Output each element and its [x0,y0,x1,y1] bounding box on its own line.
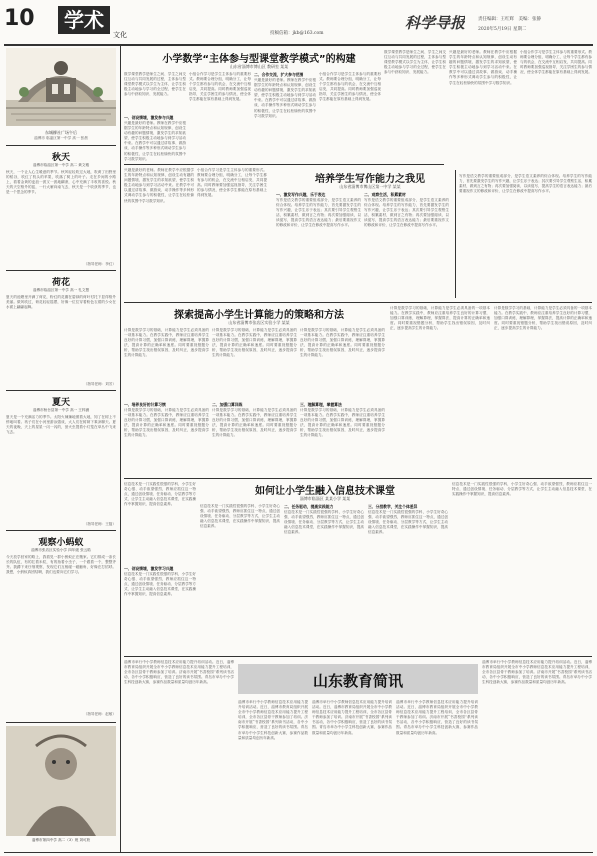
poem-title: 观察小蚂蚁 [38,538,84,548]
article-body: 计算是数学学习的基础，计算能力是学生必须具备的一项基本能力。在教学实践中，教师应注重培养学生良好的计算习惯，加强口算训练，理解算理，掌握算法，提高计算的正确率和速度。同时要重视错题分析，帮助学生找出错误原因，及时纠正，逐步提高学生的计算能力。 [124,328,209,358]
poem-end: （指导老师：赵敏） [83,712,116,716]
news-body: 淄博市举行中小学教师信息技术应用能力提升培训活动。近日，淄博市教育局组织开展全市中小学教师信息技术应用能力提升工程培训，全市各区县骨干教师参加了培训。济南市开展“书香校园”系列读书活动，各中小学积极响应，营造了良好的读书氛围。青岛市举办中小学生科技创新大赛，参赛作品数量和质量均创历年新高。 [482,660,592,685]
masthead-logo: 科学导报 [405,14,466,32]
poem-end: （指导老师：刘芳） [83,382,116,386]
poem-body: 夏天是一个充满活力的季节。太阳火辣辣地照着大地，知了在树上不停地叫着。孩子们在小河里游泳嬉戏，大人们在树荫下乘凉聊天。夏天的夜晚，天上的星星一闪一闪的，萤火虫提着小灯笼在草丛中飞来飞去。 [6,415,116,435]
poem-author: 淄博市临淄区第一中学 高一 孔文慧 [32,288,90,292]
article-body: 信息技术是一门实践性很强的学科，小学生好奇心强、动手欲望强烈，教师应抓住这一特点，通过创设情境、任务驱动、分层教学等方式，让学生主动融入信息技术课堂，在实践操作中掌握知识，提高信息素养。 [124,482,196,507]
article-body: 计算是数学学习的基础，计算能力是学生必须具备的一项基本能力。在教学实践中，教师应注重培养学生良好的计算习惯，加强口算训练，理解算理，掌握算法，提高计算的正确率和速度。同时要重视错题分析，帮助学生找出错误原因，及时纠正，逐步提高学生的计算能力。 [300,328,385,358]
article-title: 小学数学“主体参与型课堂教学模式”的构建 [162,54,356,65]
section-divider [124,302,592,303]
article-heading: 一、创设情境，激发参与兴趣 [124,115,174,120]
editor-line: 责任编辑：王红辉 美编：张静 [478,17,541,22]
article-body: 写作是语文教学的重要组成部分，是学生语文素养的综合体现。培养学生的写作能力，首先要激发学生的写作兴趣，让学生乐于表达；其次要引导学生观察生活，积累素材，做到言之有物；再次要加强阅读，以读促写，提高学生的语言表达能力；最后要重视作文的修改和评价，让学生在修改中提高写作水平。 [459,174,592,194]
article-body: 兴趣是最好的老师。教师在教学中应根据学生的年龄特点和认知规律，创设生动有趣的问题情境，激发学生的求知欲望，使学生积极主动地参与到学习活动中来。在教学中可以通过讲故事、做游戏、动手操作等多种形式调动学生参与的积极性，让学生在轻松愉快的氛围中学习数学知识。 [124,168,194,203]
article-heading: 二、加强口算训练 [212,402,243,407]
column-rule [455,170,456,298]
article-heading: 三、理解算理，掌握算法 [300,402,342,407]
article-body: 写作是语文教学的重要组成部分，是学生语文素养的综合体现。培养学生的写作能力，首先要激发学生的写作兴趣，让学生乐于表达；其次要引导学生观察生活，积累素材，做到言之有物；再次要加强阅读，以读促写，提高学生的语言表达能力；最后要重视作文的修改和评价，让学生在修改中提高写作水平。 [276,198,361,228]
article-body: 计算是数学学习的基础，计算能力是学生必须具备的一项基本能力。在教学实践中，教师应注重培养学生良好的计算习惯，加强口算训练，理解算理，掌握算法，提高计算的正确率和速度。同时要重视错题分析，帮助学生找出错误原因，及时纠正，逐步提高学生的计算能力。 [390,306,490,331]
article-body: 兴趣是最好的老师。教师在教学中应根据学生的年龄特点和认知规律，创设生动有趣的问题情境，激发学生的求知欲望，使学生积极主动地参与到学习活动中来。在教学中可以通过讲故事、做游戏、动手操作等多种形式调动学生参与的积极性，让学生在轻松愉快的氛围中学习数学知识。 [254,78,316,118]
poem-body: 秋天，一个让人心生暖意的季节。秋风轻轻吹过大地，吹黄了田野里的稻谷，吹红了枝头的苹果，吹落了树上的叶子。走在乡间的小路上，看着金黄的麦浪一波又一波地翻滚，心中充满了丰收的喜悦。秋天的天空格外的蓝，一行大雁向南飞去，秋天是一个收获的季节，也是一个思念的季节。 [6,170,116,195]
left-divider [6,145,116,146]
article-title: 培养学生写作能力之我见 [315,174,425,185]
news-body: 淄博市举行中小学教师信息技术应用能力提升培训活动。近日，淄博市教育局组织开展全市中小学教师信息技术应用能力提升工程培训，全市各区县骨干教师参加了培训。济南市开展“书香校园”系列读书活动，各中小学积极响应，营造了良好的读书氛围。青岛市举办中小学生科技创新大赛，参赛作品数量和质量均创历年新高。 [396,700,478,735]
news-body: 淄博市举行中小学教师信息技术应用能力提升培训活动。近日，淄博市教育局组织开展全市中小学教师信息技术应用能力提升工程培训，全市各区县骨干教师参加了培训。济南市开展“书香校园”系列读书活动，各中小学积极响应，营造了良好的读书氛围。青岛市举办中小学生科技创新大赛，参赛作品数量和质量均创历年新高。 [124,660,234,685]
poem-author: 淄博市临淄区第一中学 高二 黄文雅 [32,163,90,167]
article-author: 山东省淄博市张店区实验小学 某某 [228,320,290,325]
article-title: 如何让小学生融入信息技术课堂 [255,486,395,497]
section-label: 学术 [58,6,110,34]
news-title-band [238,664,478,694]
left-divider [6,530,116,531]
left-divider [6,390,116,391]
page-number: 10 [4,6,35,31]
left-column-rule [120,46,121,852]
photo-caption: 淄博市第四中学 高二（3）班 刘可欣 [31,838,91,842]
article-body: 小组合作学习是学生主体参与的重要形式。教师要合理分组，明确分工，让每个学生都有参与的机会，在交流中互相启发，共同提高。同时教师要加强巡视指导，关注学困生的参与情况，使全体学生都能在原有基础上得到发展。 [189,72,251,102]
article-body: 计算是数学学习的基础，计算能力是学生必须具备的一项基本能力。在教学实践中，教师应注重培养学生良好的计算习惯，加强口算训练，理解算理，掌握算法，提高计算的正确率和速度。同时要重视错题分析，帮助学生找出错误原因，及时纠正，逐步提高学生的计算能力。 [124,408,209,438]
article-heading: 二、观察生活，积累素材 [364,192,406,197]
article-body: 小组合作学习是学生主体参与的重要形式。教师要合理分组，明确分工，让每个学生都有参与的机会，在交流中互相启发，共同提高。同时教师要加强巡视指导，关注学困生的参与情况，使全体学生都能在原有基础上得到发展。 [197,168,267,198]
poem-end: （指导老师：王磊） [83,522,116,526]
article-heading: 一、培养良好的计算习惯 [124,402,166,407]
article-body: 计算是数学学习的基础，计算能力是学生必须具备的一项基本能力。在教学实践中，教师应注重培养学生良好的计算习惯，加强口算训练，理解算理，掌握算法，提高计算的正确率和速度。同时要重视错题分析，帮助学生找出错误原因，及时纠正，逐步提高学生的计算能力。 [494,306,592,331]
article-body: 小组合作学习是学生主体参与的重要形式。教师要合理分组，明确分工，让每个学生都有参与的机会，在交流中互相启发，共同提高。同时教师要加强巡视指导，关注学困生的参与情况，使全体学生都能在原有基础上得到发展。 [319,72,381,102]
poem-author: 淄博市张店区实验小学 四年级 张云皓 [31,548,91,552]
left-divider [6,722,116,723]
article-body: 信息技术是一门实践性很强的学科，小学生好奇心强、动手欲望强烈，教师应抓住这一特点，通过创设情境、任务驱动、分层教学等方式，让学生主动融入信息技术课堂，在实践操作中掌握知识，提高信息素养。 [284,510,364,535]
illustration-caption: 东城柳社广场午后 [45,130,77,135]
section-divider [124,478,592,479]
footer-rule [4,852,593,853]
section-sub-label: 文化 [113,31,127,39]
article-intro: 数学课堂教学是师生之间、学生之间交往互动与共同发展的过程，主体参与型课堂教学模式以学生为主体，让学生积极主动地参与学习的全过程，使学生在参与中获取知识、发展能力。 [124,72,186,97]
section-divider [124,656,592,657]
article-heading: 三、分层教学，关注个体差异 [368,504,418,509]
article-body: 信息技术是一门实践性很强的学科，小学生好奇心强、动手欲望强烈，教师应抓住这一特点，通过创设情境、任务驱动、分层教学等方式，让学生主动融入信息技术课堂，在实践操作中掌握知识，提高信息素养。 [200,504,280,529]
article-heading: 一、激发写作兴趣，乐于表达 [276,192,326,197]
article-body: 信息技术是一门实践性很强的学科，小学生好奇心强、动手欲望强烈，教师应抓住这一特点，通过创设情境、任务驱动、分层教学等方式，让学生主动融入信息技术课堂，在实践操作中掌握知识，提高信息素养。 [124,572,196,597]
article-author: 山东省淄博市博山区 教研室 某某 [229,64,289,69]
left-divider [6,270,116,271]
article-body: 信息技术是一门实践性很强的学科，小学生好奇心强、动手欲望强烈，教师应抓住这一特点，通过创设情境、任务驱动、分层教学等方式，让学生主动融入信息技术课堂，在实践操作中掌握知识，提高信息素养。 [368,510,448,535]
contact-line: 投稿信箱：jkb@163.com [270,31,324,36]
illustration-credit: 淄博市 临淄区第一中学 高一 张晨 [34,136,88,140]
poem-body: 今天放学回家的路上，我看见一群小蚂蚁正在搬家。它们排成一条长长的队伍，有的扛着米粒，有的抬着小虫子，一个跟着一个，整整齐齐。我蹲下来仔细观察，发现它们互相碰一碰触角，好像在打招呼。我想，小蚂蚁真团结啊，我们也要向它们学习。 [6,555,116,575]
poem-title: 夏天 [51,398,70,408]
article-body: 计算是数学学习的基础，计算能力是学生必须具备的一项基本能力。在教学实践中，教师应注重培养学生良好的计算习惯，加强口算训练，理解算理，掌握算法，提高计算的正确率和速度。同时要重视错题分析，帮助学生找出错误原因，及时纠正，逐步提高学生的计算能力。 [212,408,297,438]
issue-date: 2020年5月19日 星期二 [478,27,527,32]
illustration [6,48,116,126]
article-body: 信息技术是一门实践性很强的学科，小学生好奇心强、动手欲望强烈，教师应抓住这一特点，通过创设情境、任务驱动、分层教学等方式，让学生主动融入信息技术课堂，在实践操作中掌握知识，提高信息素养。 [452,482,592,497]
article-body: 小组合作学习是学生主体参与的重要形式。教师要合理分组，明确分工，让每个学生都有参与的机会，在交流中互相启发，共同提高。同时教师要加强巡视指导，关注学困生的参与情况，使全体学生都能在原有基础上得到发展。 [520,50,592,75]
article-author: 山东省淄博市博山区第一中学 某某 [339,184,401,189]
article-heading: 一、创设情境，激发学习兴趣 [124,566,174,571]
poem-body: 夏天的池塘里开满了荷花，粉红的花瓣在碧绿的荷叶衬托下显得格外美丽。微风吹过，荷花轻轻摇摆，好像一位位穿着粉色衣裙的少女在水面上翩翩起舞。 [6,295,116,310]
news-body: 淄博市举行中小学教师信息技术应用能力提升培训活动。近日，淄博市教育局组织开展全市中小学教师信息技术应用能力提升工程培训，全市各区县骨干教师参加了培训。济南市开展“书香校园”系列读书活动，各中小学积极响应，营造了良好的读书氛围。青岛市举办中小学生科技创新大赛，参赛作品数量和质量均创历年新高。 [312,700,392,735]
article-body: 数学课堂教学是师生之间、学生之间交往互动与共同发展的过程，主体参与型课堂教学模式以学生为主体，让学生积极主动地参与学习的全过程，使学生在参与中获取知识、发展能力。 [384,50,446,75]
section-divider [124,164,444,165]
article-body: 计算是数学学习的基础，计算能力是学生必须具备的一项基本能力。在教学实践中，教师应注重培养学生良好的计算习惯，加强口算训练，理解算理，掌握算法，提高计算的正确率和速度。同时要重视错题分析，帮助学生找出错误原因，及时纠正，逐步提高学生的计算能力。 [212,328,297,358]
poem-end: （指导老师：李红） [83,262,116,266]
article-body: 写作是语文教学的重要组成部分，是学生语文素养的综合体现。培养学生的写作能力，首先要激发学生的写作兴趣，让学生乐于表达；其次要引导学生观察生活，积累素材，做到言之有物；再次要加强阅读，以读促写，提高学生的语言表达能力；最后要重视作文的修改和评价，让学生在修改中提高写作水平。 [364,198,449,228]
poem-title: 荷花 [51,278,70,288]
article-heading: 二、合作交流，扩大参与范围 [254,72,304,77]
page-header [0,0,597,44]
poem-author: 淄博市桓台县第一中学 高一 王梓涵 [32,408,90,412]
article-body: 兴趣是最好的老师。教师在教学中应根据学生的年龄特点和认知规律，创设生动有趣的问题情境，激发学生的求知欲望，使学生积极主动地参与到学习活动中来。在教学中可以通过讲故事、做游戏、动手操作等多种形式调动学生参与的积极性，让学生在轻松愉快的氛围中学习数学知识。 [449,50,517,85]
article-body: 兴趣是最好的老师。教师在教学中应根据学生的年龄特点和认知规律，创设生动有趣的问题情境，激发学生的求知欲望，使学生积极主动地参与到学习活动中来。在教学中可以通过讲故事、做游戏、动手操作等多种形式调动学生参与的积极性，让学生在轻松愉快的氛围中学习数学知识。 [124,121,186,161]
news-body: 淄博市举行中小学教师信息技术应用能力提升培训活动。近日，淄博市教育局组织开展全市中小学教师信息技术应用能力提升工程培训，全市各区县骨干教师参加了培训。济南市开展“书香校园”系列读书活动，各中小学积极响应，营造了良好的读书氛围。青岛市举办中小学生科技创新大赛，参赛作品数量和质量均创历年新高。 [238,700,308,740]
header-rule [4,44,593,46]
article-title: 探索提高小学生计算能力的策略和方法 [174,310,344,321]
news-title: 山东教育简讯 [312,672,403,690]
article-author: 淄博市临淄区 某某小学 某某 [299,496,351,501]
article-heading: 二、任务驱动，提高实践能力 [284,504,334,509]
bottom-photo [6,726,116,836]
article-body: 计算是数学学习的基础，计算能力是学生必须具备的一项基本能力。在教学实践中，教师应注重培养学生良好的计算习惯，加强口算训练，理解算理，掌握算法，提高计算的正确率和速度。同时要重视错题分析，帮助学生找出错误原因，及时纠正，逐步提高学生的计算能力。 [300,408,385,438]
poem-title: 秋天 [51,153,70,163]
